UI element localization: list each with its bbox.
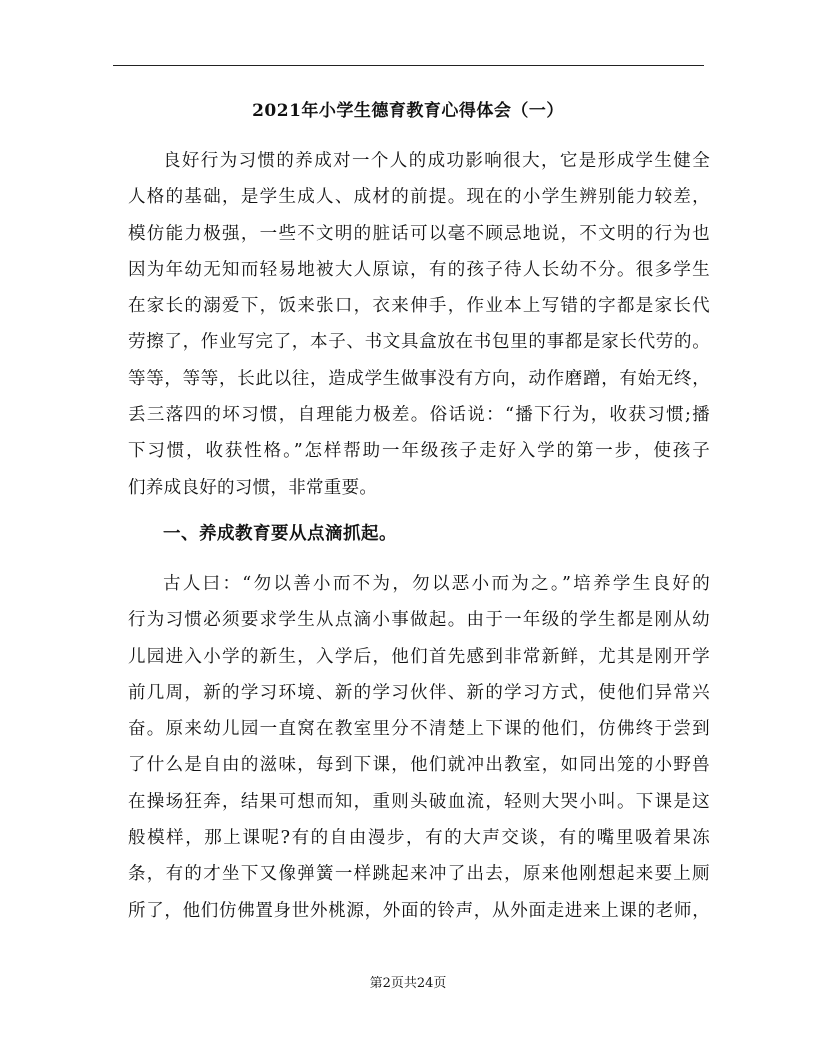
paragraph-line: 了什么是自由的滋味，每到下课，他们就冲出教室，如同出笼的小野兽 (128, 755, 710, 776)
document-title: 2021年小学生德育教育心得体会（一） (252, 101, 564, 121)
paragraph-1 (128, 143, 710, 506)
paragraph-line: 古人曰：“勿以善小而不为，勿以恶小而为之。”培养学生良好的 (163, 574, 710, 594)
paragraph-line: 在操场狂奔，结果可想而知，重则头破血流，轻则大哭小叫。下课是这 (128, 791, 710, 812)
paragraph-line: 条，有的才坐下又像弹簧一样跳起来冲了出去，原来他刚想起来要上厕 (128, 864, 710, 885)
paragraph-line: 因为年幼无知而轻易地被大人原谅，有的孩子待人长幼不分。很多学生 (128, 259, 710, 280)
paragraph-line: 模仿能力极强，一些不文明的脏话可以毫不顾忌地说，不文明的行为也 (128, 223, 710, 244)
paragraph-line: 人格的基础，是学生成人、成材的前提。现在的小学生辨别能力较差， (128, 187, 710, 208)
paragraph-line: 所了，他们仿佛置身世外桃源，外面的铃声，从外面走进来上课的老师， (128, 900, 710, 921)
paragraph-line: 们养成良好的习惯，非常重要。 (128, 477, 378, 498)
paragraph-line: 良好行为习惯的养成对一个人的成功影响很大，它是形成学生健全 (163, 151, 710, 171)
paragraph-line: 等等，等等，长此以往，造成学生做事没有方向，动作磨蹭，有始无终， (128, 368, 710, 389)
section-heading: 一、养成教育要从点滴抓起。 (163, 524, 397, 544)
paragraph-line: 般模样，那上课呢?有的自由漫步，有的大声交谈，有的嘴里吸着果冻 (128, 828, 710, 849)
paragraph-line: 儿园进入小学的新生，入学后，他们首先感到非常新鲜，尤其是刚开学 (128, 646, 710, 667)
page-footer: 第2页共24页 (369, 976, 447, 991)
paragraph-line: 下习惯，收获性格。”怎样帮助一年级孩子走好入学的第一步，使孩子 (128, 441, 710, 462)
paragraph-line: 行为习惯必须要求学生从点滴小事做起。由于一年级的学生都是刚从幼 (128, 610, 710, 631)
paragraph-line: 劳擦了，作业写完了，本子、书文具盒放在书包里的事都是家长代劳的。 (128, 332, 710, 353)
paragraph-2 (128, 566, 710, 929)
header-rule (113, 65, 704, 66)
paragraph-line: 丢三落四的坏习惯，自理能力极差。俗话说：“播下行为，收获习惯;播 (128, 405, 710, 426)
paragraph-line: 前几周，新的学习环境、新的学习伙伴、新的学习方式，使他们异常兴 (128, 682, 710, 703)
paragraph-line: 在家长的溺爱下，饭来张口，衣来伸手，作业本上写错的字都是家长代 (128, 296, 710, 317)
paragraph-line: 奋。原来幼儿园一直窝在教室里分不清楚上下课的他们，仿佛终于尝到 (128, 719, 710, 740)
